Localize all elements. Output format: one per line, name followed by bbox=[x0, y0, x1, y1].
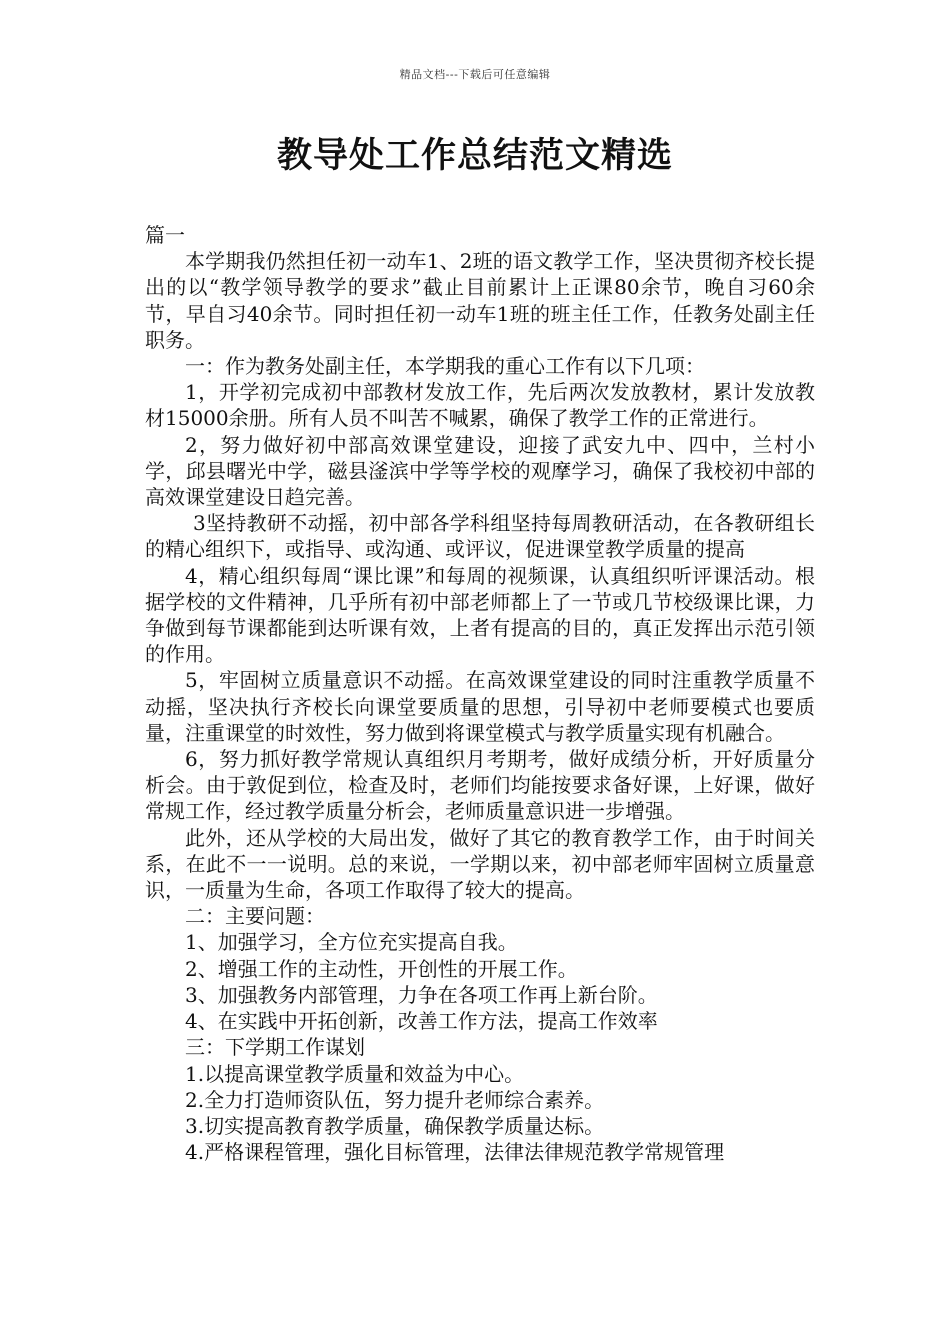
section-heading: 一：作为教务处副主任，本学期我的重心工作有以下几项： bbox=[185, 354, 705, 379]
list-item: 2.全力打造师资队伍，努力提升老师综合素养。 bbox=[185, 1087, 605, 1112]
paragraph: 3坚持教研不动摇，初中部各学科组坚持每周教研活动，在各教研组长的精心组织下，或指导、或沟通、或评议，促进课堂教学质量的提高 bbox=[145, 511, 815, 562]
list-item: 3.切实提高教育教学质量，确保教学质量达标。 bbox=[185, 1113, 605, 1138]
document-title: 教导处工作总结范文精选 bbox=[276, 136, 673, 176]
list-item: 3、加强教务内部管理，力争在各项工作再上新台阶。 bbox=[185, 982, 658, 1007]
list-item: 1、加强学习，全方位充实提高自我。 bbox=[185, 930, 518, 955]
list-item: 2、增强工作的主动性，开创性的开展工作。 bbox=[185, 956, 578, 981]
document-body bbox=[145, 222, 815, 1165]
list-item: 1.以提高课堂教学质量和效益为中心。 bbox=[185, 1061, 525, 1086]
paragraph: 6，努力抓好教学常规认真组织月考期考，做好成绩分析，开好质量分析会。由于敦促到位，检查及时，老师们均能按要求备好课，上好课，做好常规工作，经过教学质量分析会，老师质量意识进一步增强。 bbox=[145, 747, 815, 824]
paragraph: 此外，还从学校的大局出发，做好了其它的教育教学工作，由于时间关系，在此不一一说明。总的来说，一学期以来，初中部老师牢固树立质量意识，一质量为生命，各项工作取得了较大的提高。 bbox=[145, 825, 815, 903]
paragraph: 5，牢固树立质量意识不动摇。在高效课堂建设的同时注重教学质量不动摇，坚决执行齐校长向课堂要质量的思想，引导初中老师要模式也要质量，注重课堂的时效性，努力做到将课堂模式与教学质量实现有机融合。 bbox=[145, 668, 815, 745]
section-heading: 二：主要问题： bbox=[185, 904, 325, 929]
paragraph: 2，努力做好初中部高效课堂建设，迎接了武安九中、四中，兰村小学，邱县曙光中学，磁县滏滨中学等学校的观摩学习，确保了我校初中部的高效课堂建设日趋完善。 bbox=[145, 432, 815, 510]
paragraph: 1，开学初完成初中部教材发放工作，先后两次发放教材，累计发放教材15000余册。所有人员不叫苦不喊累，确保了教学工作的正常进行。 bbox=[145, 380, 815, 431]
header-note: 精品文档---下载后可任意编辑 bbox=[399, 68, 551, 81]
list-item: 4.严格课程管理，强化目标管理，法律法律规范教学常规管理 bbox=[185, 1140, 725, 1165]
section-heading: 三：下学期工作谋划 bbox=[185, 1035, 365, 1060]
list-item: 4、在实践中开拓创新，改善工作方法，提高工作效率 bbox=[185, 1009, 658, 1034]
paragraph: 本学期我仍然担任初一动车1、2班的语文教学工作，坚决贯彻齐校长提出的以“教学领导教学的要求”截止目前累计上正课80余节，晚自习60余节，早自习40余节。同时担任初一动车1班的班主任工作，任教务处副主任职务。 bbox=[145, 249, 815, 352]
section-label: 篇一 bbox=[145, 223, 185, 247]
paragraph: 4，精心组织每周“课比课”和每周的视频课，认真组织听评课活动。根据学校的文件精神，几乎所有初中部老师都上了一节或几节校级课比课，力争做到每节课都能到达听课有效，上者有提高的目的，真正发挥出示范引领的作用。 bbox=[145, 563, 815, 667]
